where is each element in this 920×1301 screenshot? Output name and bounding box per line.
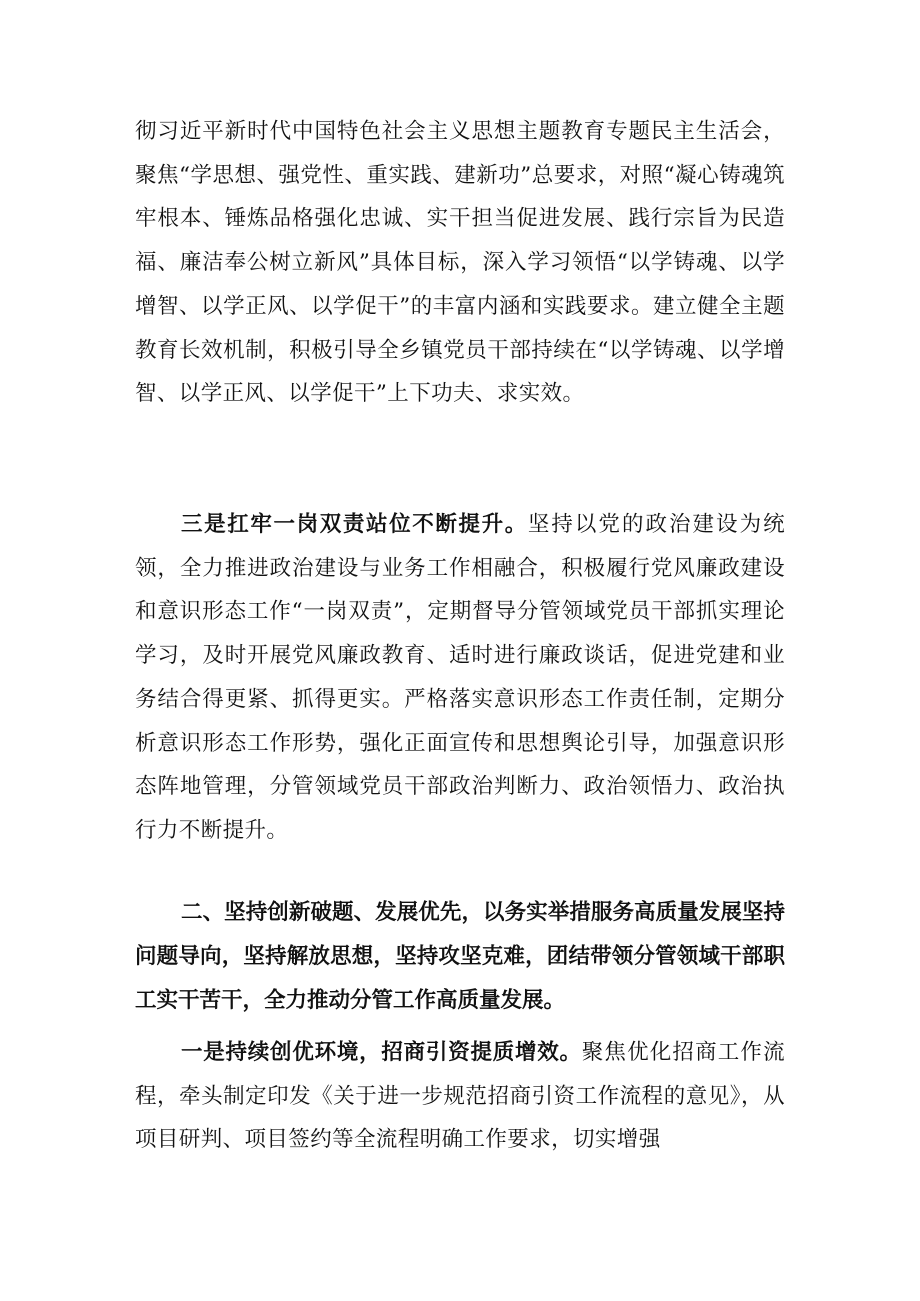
paragraph-text: 聚焦优化招商工作流程，牵头制定印发《关于进一步规范招商引资工作流程的意见》，从项目研判、项目签约等全流程明确工作要求，切实增强 <box>135 1040 785 1153</box>
paragraph-text: 坚持以党的政治建设为统领，全力推进政治建设与业务工作相融合，积极履行党风廉政建设和意识形态工作“一岗双责”，定期督导分管领域党员干部抓实理论学习，及时开展党风廉政教育、适时进行廉政谈话，促进党建和业务结合得更紧、抓得更实。严格落实意识形态工作责任制，定期分析意识形态工作形势，强化正面宣传和思想舆论引导，加强意识形态阵地管理，分管领域党员干部政治判断力、政治领悟力、政治执行力不断提升。 <box>135 512 785 843</box>
section-heading <box>135 891 785 1023</box>
body-paragraph <box>135 110 785 416</box>
heading-text: 二、坚持创新破题、发展优先，以务实举措服务高质量发展坚持问题导向，坚持解放思想，坚持攻坚克难，团结带领分管领域干部职工实干苦干，全力推动分管工作高质量发展。 <box>135 900 785 1013</box>
body-paragraph <box>135 503 785 853</box>
paragraph-lead: 一是持续创优环境，招商引资提质增效。 <box>181 1040 582 1065</box>
paragraph-lead: 三是扛牢一岗双责站位不断提升。 <box>181 512 528 537</box>
paragraph-text: 彻习近平新时代中国特色社会主义思想主题教育专题民主生活会，聚焦“学思想、强党性、重实践、建新功”总要求，对照“凝心铸魂筑牢根本、锤炼品格强化忠诚、实干担当促进发展、践行宗旨为民造福、廉洁奉公树立新风”具体目标，深入学习领悟“以学铸魂、以学增智、以学正风、以学促干”的丰富内涵和实践要求。建立健全主题教育长效机制，积极引导全乡镇党员干部持续在“以学铸魂、以学增智、以学正风、以学促干”上下功夫、求实效。 <box>135 119 785 407</box>
body-paragraph <box>135 1031 785 1162</box>
